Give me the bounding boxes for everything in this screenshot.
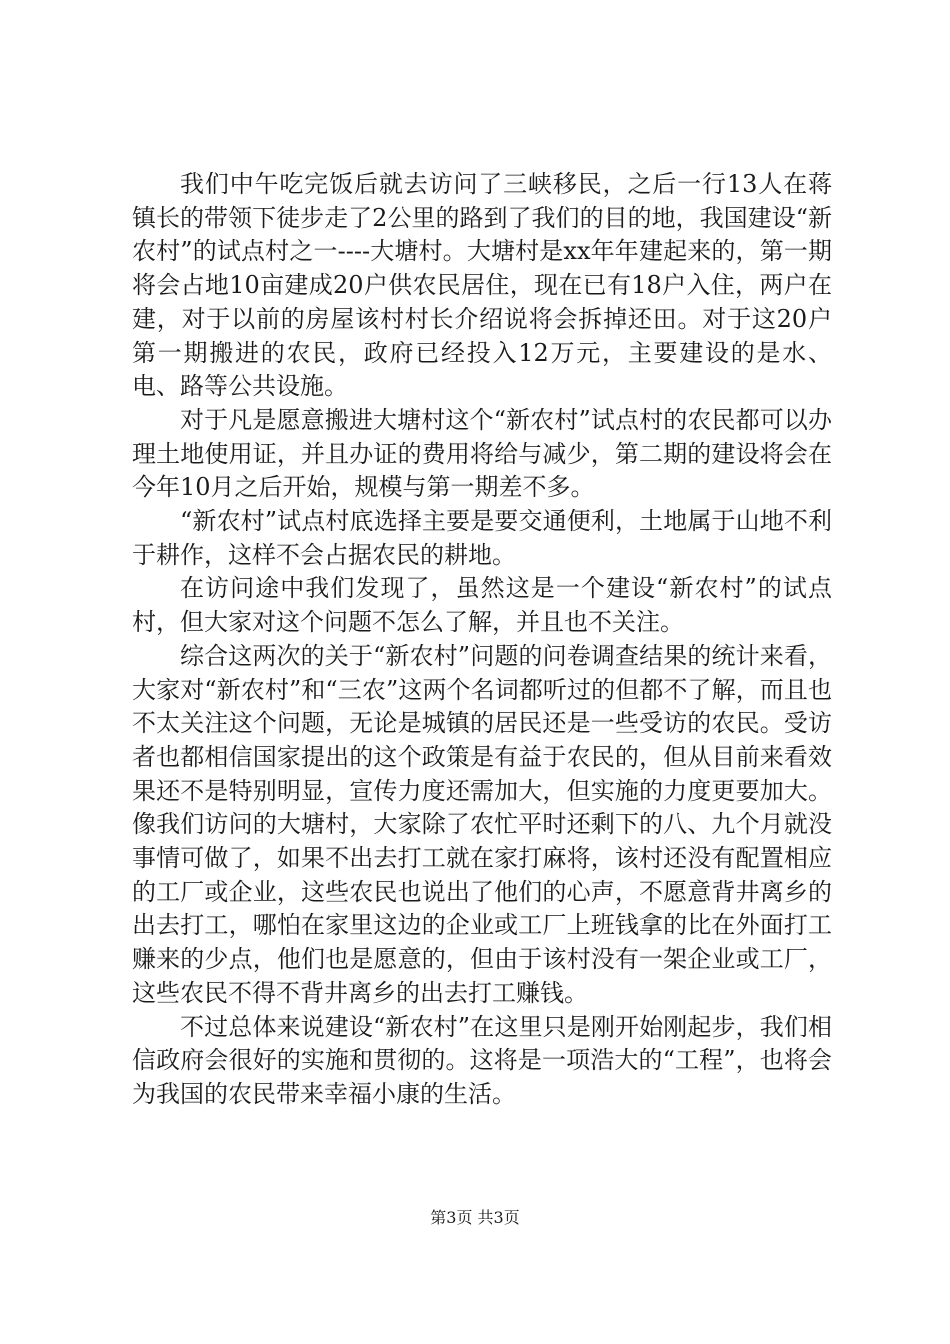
paragraph-4: 在访问途中我们发现了，虽然这是一个建设“新农村”的试点村，但大家对这个问题不怎么了解，并且也不关注。 bbox=[132, 574, 832, 637]
paragraph-2: 对于凡是愿意搬进大塘村这个“新农村”试点村的农民都可以办理土地使用证，并且办证的费用将给与减少，第二期的建设将会在今年10月之后开始，规模与第一期差不多。 bbox=[132, 405, 832, 502]
paragraph-1: 我们中午吃完饭后就去访问了三峡移民，之后一行13人在蒋镇长的带领下徒步走了2公里的路到了我们的目的地，我国建设“新农村”的试点村之一----大塘村。大塘村是xx年年建起来的，第一期将会占地10亩建成20户供农民居住，现在已有18户入住，两户在建，对于以前的房屋该村村长介绍说将会拆掉还田。对于这20户第一期搬进的农民，政府已经投入12万元，主要建设的是水、电、路等公共设施。 bbox=[132, 170, 832, 401]
page-footer: 第3页 共3页 bbox=[430, 1208, 520, 1227]
paragraph-6: 不过总体来说建设“新农村”在这里只是刚开始刚起步，我们相信政府会很好的实施和贯彻的。这将是一项浩大的“工程”，也将会为我国的农民带来幸福小康的生活。 bbox=[132, 1012, 832, 1108]
document-body bbox=[132, 168, 832, 1112]
paragraph-3: “新农村”试点村底选择主要是要交通便利，土地属于山地不利于耕作，这样不会占据农民的耕地。 bbox=[132, 507, 832, 569]
paragraph-5: 综合这两次的关于“新农村”问题的问卷调查结果的统计来看，大家对“新农村”和“三农”这两个名词都听过的但都不了解，而且也不太关注这个问题，无论是城镇的居民还是一些受访的农民。受访者也都相信国家提出的这个政策是有益于农民的，但从目前来看效果还不是特别明显，宣传力度还需加大，但实施的力度更要加大。像我们访问的大塘村，大家除了农忙平时还剩下的八、九个月就没事情可做了，如果不出去打工就在家打麻将，该村还没有配置相应的工厂或企业，这些农民也说出了他们的心声，不愿意背井离乡的出去打工，哪怕在家里这边的企业或工厂上班钱拿的比在外面打工赚来的少点，他们也是愿意的，但由于该村没有一架企业或工厂，这些农民不得不背井离乡的出去打工赚钱。 bbox=[132, 641, 832, 1007]
